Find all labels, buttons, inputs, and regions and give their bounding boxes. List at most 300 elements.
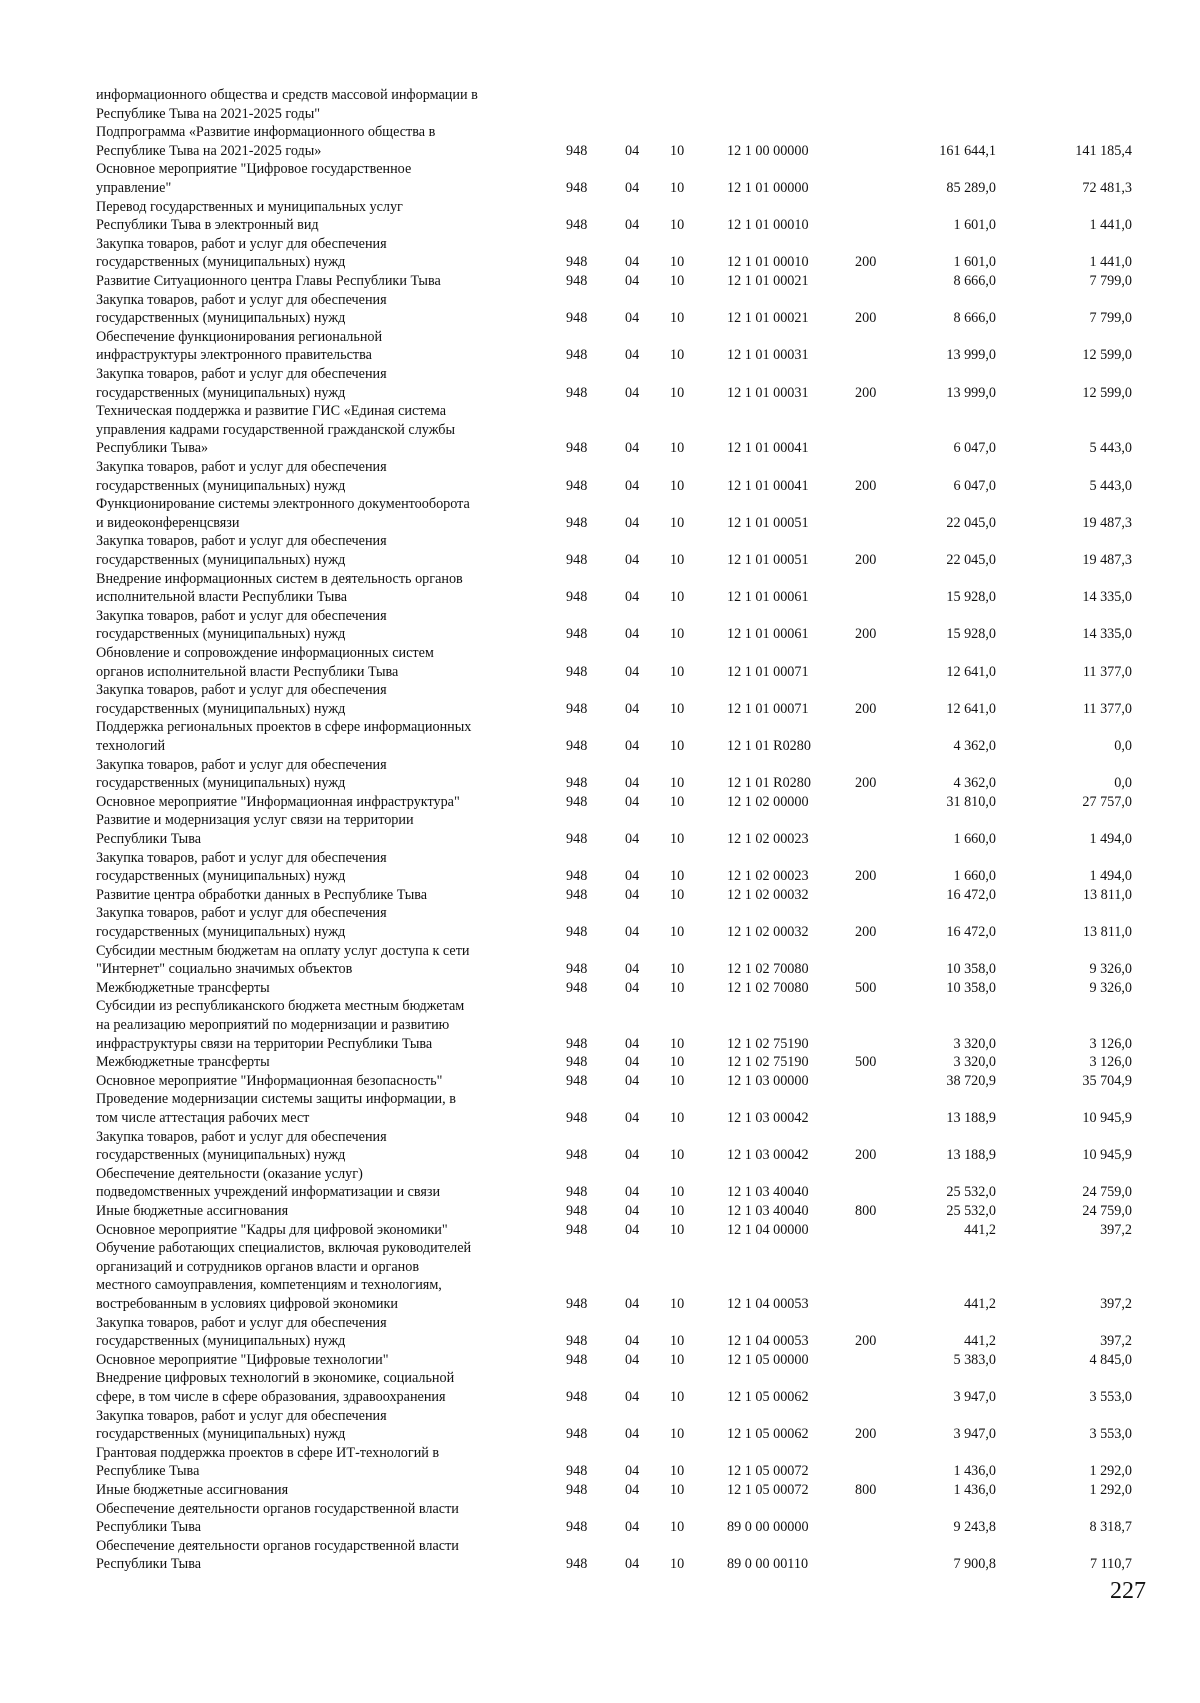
row-name: Проведение модернизации системы защиты информации, в том числе аттестация рабочих мест xyxy=(96,1091,456,1126)
cell-y1: 13 188,9 xyxy=(946,1147,996,1164)
cell-y2: 11 377,0 xyxy=(1082,663,1132,680)
cell-razd: 04 xyxy=(625,961,640,978)
table-row xyxy=(0,1239,1200,1313)
cell-razd: 04 xyxy=(625,310,640,327)
cell-csr: 12 1 04 00000 xyxy=(727,1221,809,1238)
cell-y2: 19 487,3 xyxy=(1082,514,1132,531)
cell-y2: 1 441,0 xyxy=(1089,217,1132,234)
cell-y2: 3 553,0 xyxy=(1089,1426,1132,1443)
table-row xyxy=(0,1314,1200,1351)
cell-y2: 9 326,0 xyxy=(1089,979,1132,996)
row-name: Иные бюджетные ассигнования xyxy=(96,1203,289,1219)
cell-y1: 1 601,0 xyxy=(953,217,996,234)
cell-razd: 04 xyxy=(625,979,640,996)
cell-ved: 948 xyxy=(566,886,588,903)
cell-y1: 10 358,0 xyxy=(946,961,996,978)
cell-podr: 10 xyxy=(670,1388,685,1405)
cell-razd: 04 xyxy=(625,1426,640,1443)
cell-ved: 948 xyxy=(566,1519,588,1536)
table-row xyxy=(0,365,1200,402)
cell-y1: 9 243,8 xyxy=(953,1519,996,1536)
cell-podr: 10 xyxy=(670,514,685,531)
cell-ved: 948 xyxy=(566,793,588,810)
cell-podr: 10 xyxy=(670,1295,685,1312)
cell-vr: 200 xyxy=(855,626,877,643)
row-name: Внедрение цифровых технологий в экономике, социальной сфере, в том числе в сфере образования, здравоохранения xyxy=(96,1370,455,1405)
cell-y2: 10 945,9 xyxy=(1082,1109,1132,1126)
table-row xyxy=(0,811,1200,848)
table-row xyxy=(0,1500,1200,1537)
cell-csr: 12 1 02 00032 xyxy=(727,923,809,940)
cell-ved: 948 xyxy=(566,217,588,234)
cell-ved: 948 xyxy=(566,1388,588,1405)
cell-ved: 948 xyxy=(566,551,588,568)
cell-podr: 10 xyxy=(670,254,685,271)
table-row xyxy=(0,1221,1200,1240)
cell-y2: 5 443,0 xyxy=(1089,440,1132,457)
table-row xyxy=(0,1407,1200,1444)
cell-ved: 948 xyxy=(566,1556,588,1573)
cell-y2: 4 845,0 xyxy=(1089,1351,1132,1368)
cell-y2: 1 441,0 xyxy=(1089,254,1132,271)
cell-ved: 948 xyxy=(566,1221,588,1238)
cell-y1: 15 928,0 xyxy=(946,626,996,643)
cell-csr: 12 1 01 00021 xyxy=(727,310,809,327)
cell-y2: 0,0 xyxy=(1114,737,1132,754)
cell-vr: 200 xyxy=(855,868,877,885)
cell-ved: 948 xyxy=(566,1426,588,1443)
cell-y2: 12 599,0 xyxy=(1082,347,1132,364)
cell-y2: 5 443,0 xyxy=(1089,477,1132,494)
cell-vr: 200 xyxy=(855,254,877,271)
cell-podr: 10 xyxy=(670,1072,685,1089)
row-name: Закупка товаров, работ и услуг для обеспечения государственных (муниципальных) нужд xyxy=(96,682,387,717)
cell-vr: 800 xyxy=(855,1203,877,1219)
table-row xyxy=(0,607,1200,644)
cell-csr: 12 1 01 00041 xyxy=(727,477,809,494)
cell-csr: 12 1 04 00053 xyxy=(727,1333,809,1350)
cell-y2: 397,2 xyxy=(1100,1333,1132,1350)
cell-y1: 16 472,0 xyxy=(946,923,996,940)
cell-ved: 948 xyxy=(566,1147,588,1164)
table-row xyxy=(0,644,1200,681)
cell-csr: 12 1 02 75190 xyxy=(727,1054,809,1071)
cell-razd: 04 xyxy=(625,514,640,531)
row-name: Обновление и сопровождение информационных систем органов исполнительной власти Республики Тыва xyxy=(96,645,434,680)
cell-podr: 10 xyxy=(670,1556,685,1573)
table-row xyxy=(0,1072,1200,1091)
row-name: Основное мероприятие "Цифровое государственное управление" xyxy=(96,161,412,196)
row-name: Закупка товаров, работ и услуг для обеспечения государственных (муниципальных) нужд xyxy=(96,1407,387,1443)
table-row xyxy=(0,718,1200,755)
cell-y2: 3 126,0 xyxy=(1089,1054,1132,1071)
table-row xyxy=(0,1202,1200,1221)
cell-vr: 200 xyxy=(855,384,877,401)
cell-y1: 1 601,0 xyxy=(953,254,996,271)
cell-vr: 200 xyxy=(855,477,877,494)
table-row xyxy=(0,1128,1200,1165)
cell-csr: 12 1 01 00061 xyxy=(727,589,809,606)
table-row xyxy=(0,681,1200,718)
row-name: Подпрограмма «Развитие информационного общества в Республике Тыва на 2021-2025 годы» xyxy=(96,124,436,159)
cell-y2: 397,2 xyxy=(1100,1221,1132,1238)
table-row xyxy=(0,532,1200,569)
cell-ved: 948 xyxy=(566,254,588,271)
table-row xyxy=(0,1053,1200,1072)
cell-csr: 12 1 01 00051 xyxy=(727,551,809,568)
cell-y2: 141 185,4 xyxy=(1075,142,1132,159)
cell-y2: 9 326,0 xyxy=(1089,961,1132,978)
cell-y1: 22 045,0 xyxy=(946,551,996,568)
table-row xyxy=(0,979,1200,998)
row-name: Основное мероприятие "Информационная инфраструктура" xyxy=(96,793,460,810)
cell-csr: 12 1 01 00021 xyxy=(727,273,809,289)
cell-razd: 04 xyxy=(625,1054,640,1071)
cell-podr: 10 xyxy=(670,979,685,996)
cell-y1: 31 810,0 xyxy=(946,793,996,810)
row-name: Развитие и модернизация услуг связи на территории Республики Тыва xyxy=(96,812,414,847)
row-name: Закупка товаров, работ и услуг для обеспечения государственных (муниципальных) нужд xyxy=(96,849,387,885)
cell-ved: 948 xyxy=(566,273,588,289)
cell-razd: 04 xyxy=(625,1482,640,1498)
cell-csr: 12 1 01 00031 xyxy=(727,347,809,364)
cell-vr: 200 xyxy=(855,775,877,792)
table-row xyxy=(0,495,1200,532)
cell-csr: 12 1 01 00061 xyxy=(727,626,809,643)
cell-podr: 10 xyxy=(670,551,685,568)
cell-y2: 1 494,0 xyxy=(1089,830,1132,847)
cell-podr: 10 xyxy=(670,626,685,643)
table-row xyxy=(0,123,1200,160)
cell-razd: 04 xyxy=(625,217,640,234)
table-row xyxy=(0,793,1200,812)
row-name: Межбюджетные трансферты xyxy=(96,1054,270,1071)
cell-razd: 04 xyxy=(625,737,640,754)
cell-podr: 10 xyxy=(670,1426,685,1443)
cell-csr: 12 1 01 00000 xyxy=(727,179,809,196)
table-row xyxy=(0,756,1200,793)
row-name: Субсидии из республиканского бюджета местным бюджетам на реализацию мероприятий по модернизации и развитию инфраструктуры связи на территории Республики Тыва xyxy=(96,998,465,1052)
table-row xyxy=(0,886,1200,905)
row-name: Закупка товаров, работ и услуг для обеспечения государственных (муниципальных) нужд xyxy=(96,459,387,494)
cell-csr: 12 1 01 R0280 xyxy=(727,737,811,754)
cell-vr: 200 xyxy=(855,1147,877,1164)
cell-razd: 04 xyxy=(625,1463,640,1480)
row-name: Основное мероприятие "Кадры для цифровой экономики" xyxy=(96,1221,448,1238)
cell-y2: 24 759,0 xyxy=(1082,1184,1132,1201)
cell-y2: 11 377,0 xyxy=(1082,700,1132,717)
row-name: Закупка товаров, работ и услуг для обеспечения государственных (муниципальных) нужд xyxy=(96,1314,387,1350)
cell-podr: 10 xyxy=(670,868,685,885)
cell-csr: 12 1 01 00041 xyxy=(727,440,809,457)
table-row xyxy=(0,402,1200,458)
cell-ved: 948 xyxy=(566,514,588,531)
cell-csr: 12 1 02 70080 xyxy=(727,979,809,996)
cell-ved: 948 xyxy=(566,868,588,885)
cell-podr: 10 xyxy=(670,1463,685,1480)
cell-csr: 12 1 03 00000 xyxy=(727,1072,809,1089)
cell-razd: 04 xyxy=(625,626,640,643)
cell-razd: 04 xyxy=(625,923,640,940)
cell-y2: 7 110,7 xyxy=(1089,1556,1132,1573)
cell-razd: 04 xyxy=(625,793,640,810)
row-name: Развитие Ситуационного центра Главы Республики Тыва xyxy=(96,273,441,289)
table-row xyxy=(0,1090,1200,1127)
cell-y1: 25 532,0 xyxy=(946,1203,996,1219)
row-name: Закупка товаров, работ и услуг для обеспечения государственных (муниципальных) нужд xyxy=(96,1128,387,1164)
cell-y1: 1 436,0 xyxy=(953,1463,996,1480)
row-name: Обеспечение деятельности органов государственной власти Республики Тыва xyxy=(96,1500,459,1536)
row-name: Обеспечение деятельности (оказание услуг) подведомственных учреждений информатизации и связи xyxy=(96,1165,441,1201)
cell-razd: 04 xyxy=(625,1351,640,1368)
cell-razd: 04 xyxy=(625,1184,640,1201)
cell-y1: 3 320,0 xyxy=(953,1035,996,1052)
cell-csr: 12 1 01 00010 xyxy=(727,254,809,271)
cell-y2: 14 335,0 xyxy=(1082,589,1132,606)
cell-csr: 12 1 01 00051 xyxy=(727,514,809,531)
row-name: Перевод государственных и муниципальных услуг Республики Тыва в электронный вид xyxy=(96,198,403,234)
cell-ved: 948 xyxy=(566,310,588,327)
cell-y1: 12 641,0 xyxy=(946,663,996,680)
cell-ved: 948 xyxy=(566,979,588,996)
cell-podr: 10 xyxy=(670,179,685,196)
cell-y1: 5 383,0 xyxy=(953,1351,996,1368)
cell-csr: 12 1 02 70080 xyxy=(727,961,809,978)
row-name: Грантовая поддержка проектов в сфере ИТ-технологий в Республике Тыва xyxy=(96,1444,440,1480)
cell-y1: 161 644,1 xyxy=(939,142,996,159)
cell-podr: 10 xyxy=(670,1351,685,1368)
cell-podr: 10 xyxy=(670,217,685,234)
cell-csr: 12 1 05 00062 xyxy=(727,1388,809,1405)
table-row xyxy=(0,1351,1200,1370)
row-name: Закупка товаров, работ и услуг для обеспечения государственных (муниципальных) нужд xyxy=(96,291,387,327)
cell-csr: 12 1 02 00023 xyxy=(727,830,809,847)
cell-y2: 14 335,0 xyxy=(1082,626,1132,643)
cell-y1: 4 362,0 xyxy=(953,737,996,754)
cell-y1: 6 047,0 xyxy=(953,477,996,494)
cell-csr: 12 1 05 00000 xyxy=(727,1351,809,1368)
row-name: Закупка товаров, работ и услуг для обеспечения государственных (муниципальных) нужд xyxy=(96,533,387,568)
cell-y1: 16 472,0 xyxy=(946,886,996,903)
cell-y1: 441,2 xyxy=(964,1295,996,1312)
cell-podr: 10 xyxy=(670,1054,685,1071)
cell-y1: 25 532,0 xyxy=(946,1184,996,1201)
table-row xyxy=(0,198,1200,235)
table-row xyxy=(0,570,1200,607)
cell-csr: 89 0 00 00000 xyxy=(727,1519,809,1536)
cell-ved: 948 xyxy=(566,347,588,364)
cell-ved: 948 xyxy=(566,1203,588,1219)
cell-csr: 12 1 03 40040 xyxy=(727,1203,809,1219)
cell-y2: 0,0 xyxy=(1114,775,1132,792)
cell-vr: 200 xyxy=(855,551,877,568)
cell-y2: 1 292,0 xyxy=(1089,1482,1132,1498)
row-name: Основное мероприятие "Цифровые технологии" xyxy=(96,1351,389,1368)
cell-vr: 500 xyxy=(855,1054,877,1071)
row-name: Закупка товаров, работ и услуг для обеспечения государственных (муниципальных) нужд xyxy=(96,235,387,271)
cell-ved: 948 xyxy=(566,737,588,754)
cell-razd: 04 xyxy=(625,589,640,606)
cell-y1: 85 289,0 xyxy=(946,179,996,196)
cell-csr: 12 1 03 40040 xyxy=(727,1184,809,1201)
cell-csr: 12 1 01 00071 xyxy=(727,700,809,717)
cell-csr: 12 1 05 00072 xyxy=(727,1482,809,1498)
cell-y2: 8 318,7 xyxy=(1089,1519,1132,1536)
row-name: Закупка товаров, работ и услуг для обеспечения государственных (муниципальных) нужд xyxy=(96,607,387,643)
cell-ved: 948 xyxy=(566,1109,588,1126)
cell-y2: 7 799,0 xyxy=(1089,310,1132,327)
cell-podr: 10 xyxy=(670,961,685,978)
cell-podr: 10 xyxy=(670,1519,685,1536)
cell-y1: 3 947,0 xyxy=(953,1388,996,1405)
cell-razd: 04 xyxy=(625,384,640,401)
cell-podr: 10 xyxy=(670,793,685,810)
cell-y1: 38 720,9 xyxy=(946,1072,996,1089)
cell-y1: 22 045,0 xyxy=(946,514,996,531)
cell-vr: 200 xyxy=(855,310,877,327)
row-name: Техническая поддержка и развитие ГИС «Единая система управления кадрами государственной гражданской службы Республики Тыва» xyxy=(96,403,456,457)
cell-csr: 12 1 00 00000 xyxy=(727,142,809,159)
cell-csr: 12 1 02 00000 xyxy=(727,793,809,810)
cell-razd: 04 xyxy=(625,1147,640,1164)
cell-razd: 04 xyxy=(625,700,640,717)
cell-podr: 10 xyxy=(670,1221,685,1238)
cell-podr: 10 xyxy=(670,1147,685,1164)
table-row xyxy=(0,458,1200,495)
cell-vr: 200 xyxy=(855,700,877,717)
cell-y2: 13 811,0 xyxy=(1082,886,1132,903)
cell-vr: 500 xyxy=(855,979,877,996)
table-row xyxy=(0,272,1200,291)
cell-y1: 12 641,0 xyxy=(946,700,996,717)
cell-y1: 4 362,0 xyxy=(953,775,996,792)
cell-ved: 948 xyxy=(566,477,588,494)
cell-y1: 7 900,8 xyxy=(953,1556,996,1573)
cell-y2: 3 126,0 xyxy=(1089,1035,1132,1052)
table-row xyxy=(0,1369,1200,1406)
cell-csr: 12 1 04 00053 xyxy=(727,1295,809,1312)
cell-razd: 04 xyxy=(625,1519,640,1536)
cell-y1: 13 999,0 xyxy=(946,384,996,401)
cell-y1: 1 660,0 xyxy=(953,868,996,885)
cell-podr: 10 xyxy=(670,1203,685,1219)
cell-y2: 397,2 xyxy=(1100,1295,1132,1312)
cell-ved: 948 xyxy=(566,626,588,643)
cell-csr: 12 1 01 00071 xyxy=(727,663,809,680)
cell-csr: 12 1 01 00010 xyxy=(727,217,809,234)
page-number: 227 xyxy=(1110,1578,1146,1604)
row-name: Обучение работающих специалистов, включая руководителей организаций и сотрудников органов власти и органов местного самоуправления, компетенциям и технологиям, востребованным в условиях цифровой экономики xyxy=(96,1240,472,1312)
cell-y1: 13 188,9 xyxy=(946,1109,996,1126)
row-name: Иные бюджетные ассигнования xyxy=(96,1482,289,1498)
cell-y2: 13 811,0 xyxy=(1082,923,1132,940)
table-row xyxy=(0,904,1200,941)
cell-csr: 12 1 01 R0280 xyxy=(727,775,811,792)
table-row xyxy=(0,1481,1200,1500)
cell-razd: 04 xyxy=(625,1388,640,1405)
cell-csr: 12 1 02 00023 xyxy=(727,868,809,885)
cell-y2: 10 945,9 xyxy=(1082,1147,1132,1164)
cell-podr: 10 xyxy=(670,1109,685,1126)
cell-podr: 10 xyxy=(670,1035,685,1052)
cell-vr: 200 xyxy=(855,1333,877,1350)
cell-y1: 1 436,0 xyxy=(953,1482,996,1498)
row-name: Закупка товаров, работ и услуг для обеспечения государственных (муниципальных) нужд xyxy=(96,366,387,401)
cell-y1: 8 666,0 xyxy=(953,310,996,327)
cell-razd: 04 xyxy=(625,1203,640,1219)
cell-podr: 10 xyxy=(670,923,685,940)
cell-ved: 948 xyxy=(566,1184,588,1201)
cell-ved: 948 xyxy=(566,775,588,792)
cell-y2: 7 799,0 xyxy=(1089,273,1132,289)
cell-podr: 10 xyxy=(670,384,685,401)
cell-razd: 04 xyxy=(625,142,640,159)
cell-ved: 948 xyxy=(566,961,588,978)
cell-csr: 12 1 03 00042 xyxy=(727,1147,809,1164)
cell-razd: 04 xyxy=(625,273,640,289)
cell-podr: 10 xyxy=(670,347,685,364)
table-row xyxy=(0,291,1200,328)
cell-razd: 04 xyxy=(625,1221,640,1238)
cell-y1: 6 047,0 xyxy=(953,440,996,457)
row-name: Обеспечение функционирования региональной инфраструктуры электронного правительства xyxy=(96,328,383,364)
cell-csr: 12 1 02 75190 xyxy=(727,1035,809,1052)
cell-csr: 12 1 03 00042 xyxy=(727,1109,809,1126)
table-row xyxy=(0,328,1200,365)
cell-y1: 3 947,0 xyxy=(953,1426,996,1443)
cell-y2: 19 487,3 xyxy=(1082,551,1132,568)
cell-podr: 10 xyxy=(670,440,685,457)
cell-ved: 948 xyxy=(566,923,588,940)
table-row xyxy=(0,1165,1200,1202)
cell-podr: 10 xyxy=(670,310,685,327)
cell-podr: 10 xyxy=(670,663,685,680)
cell-razd: 04 xyxy=(625,1333,640,1350)
row-name: Закупка товаров, работ и услуг для обеспечения государственных (муниципальных) нужд xyxy=(96,905,387,940)
cell-csr: 12 1 05 00072 xyxy=(727,1463,809,1480)
cell-podr: 10 xyxy=(670,477,685,494)
cell-ved: 948 xyxy=(566,830,588,847)
row-name: Развитие центра обработки данных в Республике Тыва xyxy=(96,886,428,903)
table-row xyxy=(0,1537,1200,1574)
cell-podr: 10 xyxy=(670,589,685,606)
cell-y2: 35 704,9 xyxy=(1082,1072,1132,1089)
cell-ved: 948 xyxy=(566,384,588,401)
cell-csr: 89 0 00 00110 xyxy=(727,1556,809,1573)
row-name: Межбюджетные трансферты xyxy=(96,979,270,996)
cell-ved: 948 xyxy=(566,1463,588,1480)
cell-ved: 948 xyxy=(566,1072,588,1089)
cell-razd: 04 xyxy=(625,663,640,680)
cell-y2: 72 481,3 xyxy=(1082,179,1132,196)
cell-podr: 10 xyxy=(670,1333,685,1350)
cell-y2: 3 553,0 xyxy=(1089,1388,1132,1405)
cell-razd: 04 xyxy=(625,440,640,457)
cell-csr: 12 1 02 00032 xyxy=(727,886,809,903)
cell-razd: 04 xyxy=(625,775,640,792)
cell-y1: 441,2 xyxy=(964,1221,996,1238)
cell-podr: 10 xyxy=(670,700,685,717)
cell-y1: 8 666,0 xyxy=(953,273,996,289)
cell-y2: 1 292,0 xyxy=(1089,1463,1132,1480)
cell-ved: 948 xyxy=(566,440,588,457)
cell-ved: 948 xyxy=(566,700,588,717)
cell-y2: 1 494,0 xyxy=(1089,868,1132,885)
cell-y2: 24 759,0 xyxy=(1082,1203,1132,1219)
cell-y1: 3 320,0 xyxy=(953,1054,996,1071)
cell-podr: 10 xyxy=(670,775,685,792)
cell-podr: 10 xyxy=(670,1184,685,1201)
